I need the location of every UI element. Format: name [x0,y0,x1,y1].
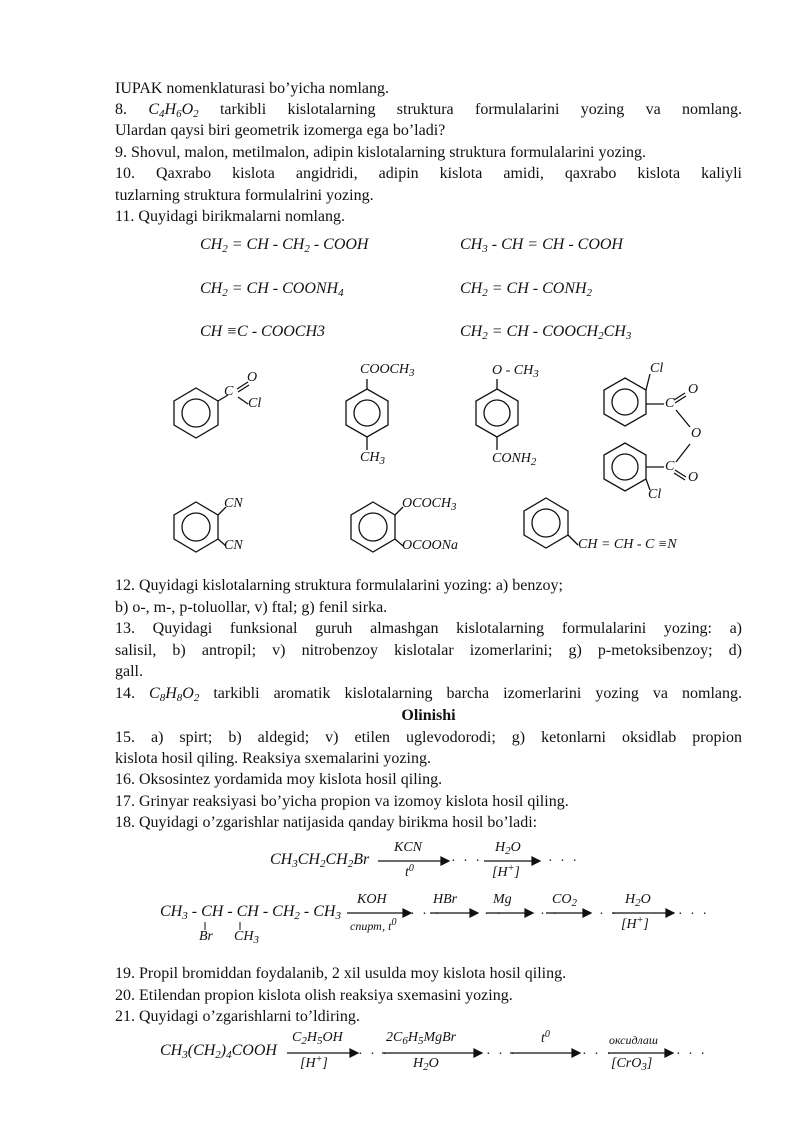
condition-label: $t^0$ [405,863,414,880]
aromatic-circle-icon [484,400,510,426]
condition-label: $H_2O$ [413,1056,439,1073]
substituent-label: CN [224,538,243,553]
condition-label: $t^0$ [541,1029,550,1046]
benzene-ring-icon [351,502,395,552]
condition-label: спирт, $t^0$ [350,917,397,933]
benzene-ring-icon [604,378,646,426]
atom-label: O [688,382,699,397]
text-line: Ulardan qaysi biri geometrik izomerga ega bo’ladi? [115,122,446,139]
formula-2: $CH_3$ - CH = CH - COOH [460,236,623,255]
text-line: kislota hosil qiling. Reaksiya sxemalarini yozing. [115,750,431,767]
aromatic-circle-icon [182,513,210,541]
atom-label: Cl [648,487,662,502]
condition-label: [H+] [300,1054,328,1071]
formula-3: $CH_2$ = CH - $COONH_4$ [200,280,344,299]
text-line: 20. Etilendan propion kislota olish reaksiya sxemasini yozing. [115,987,513,1004]
text-line: b) o-, m-, p-toluollar, v) ftal; g) fenil sirka. [115,599,388,616]
atom-label: C [665,459,675,474]
benzene-ring-icon [174,502,218,552]
text-line: 14. $C_8H_8O_2$ tarkibli aromatik kislotalarning barcha izomerlarini yozing va nomlang. [115,685,743,704]
atom-label: C [224,384,234,399]
text-line: tuzlarning struktura formulalrini yozing. [115,187,374,204]
atom-label: O [247,370,258,385]
ellipsis: · · · [678,907,709,922]
reagent-label: $C_2H_5OH$ [292,1030,343,1047]
aromatic-circle-icon [359,513,387,541]
scheme-start: $CH_3$ - CH - CH - $CH_2 - CH_3$ [160,903,341,922]
ellipsis: · · · [410,907,441,922]
text-line: 17. Grinyar reaksiyasi bo’yicha propion va izomoy kislota hosil qiling. [115,793,569,810]
aromatic-circle-icon [612,454,638,480]
ellipsis: · · · [582,1047,613,1062]
condition-label: [H+] [621,915,649,932]
text-line: gall. [115,663,143,680]
text-line: 12. Quyidagi kislotalarning struktura formulalarini yozing: a) benzoy; [115,577,563,594]
ellipsis: · · · [528,907,559,922]
ellipsis: · · · [472,907,503,922]
benzene-ring-icon [604,443,646,491]
text-line: 10. Qaxrabo kislota angidridi, adipin kislota amidi, qaxrabo kislota kaliyli [115,165,742,182]
benzene-ring-icon [346,389,388,437]
substituent-label: $OCOCH_3$ [402,496,457,513]
text-line: 21. Quyidagi o’zgarishlarni to’ldiring. [115,1008,360,1025]
text-line: 8. $C_4H_6O_2$ tarkibli kislotalarning struktura formulalarini yozing va nomlang. [115,101,743,120]
aromatic-circle-icon [612,389,638,415]
reagent-label: $2C_6H_5MgBr$ [386,1030,457,1047]
reagent-label: $H_2O$ [625,892,651,909]
atom-label: Cl [650,361,664,376]
reagent-label: оксидлаш [609,1033,658,1047]
atom-label: O [691,426,702,441]
condition-label: [CrO$_3$] [611,1056,653,1073]
substituent-label: O - $CH_3$ [492,363,539,380]
scheme-start: $CH_3CH_2CH_2Br$ [270,851,370,870]
reagent-label: KOH [357,892,387,907]
aromatic-circle-icon [182,399,210,427]
ellipsis: · · · [676,1047,707,1062]
formula-5: CH ≡C - COOCH3 [200,323,326,340]
atom-label: C [665,396,675,411]
aromatic-circle-icon [354,400,380,426]
atom-label: Cl [248,396,262,411]
formula-6: $CH_2$ = CH - $COOCH_2CH_3$ [460,323,632,342]
text-line: 15. a) spirt; b) aldegid; v) etilen uglevodorodi; g) ketonlarni oksidlab propion [115,729,742,746]
aromatic-circle-icon [532,509,560,537]
text-line: salisil, b) antropil; v) nitrobenzoy kislotalar izomerlarini; g) p-metoksibenzoy; d) [115,642,742,659]
formula-4: $CH_2$ = CH - $CONH_2$ [460,280,593,299]
section-heading: Olinishi [401,707,456,724]
text-line: 9. Shovul, malon, metilmalon, adipin kislotalarning struktura formulalarini yozing. [115,144,647,161]
scheme-start: $CH_3(CH_2)_4COOH$ [160,1042,277,1061]
substituent-label: Br [199,929,213,944]
benzene-ring-icon [476,389,518,437]
reagent-label: KCN [394,840,423,855]
substituent-label: $COOCH_3$ [360,362,415,379]
substituent-label: CN [224,496,243,511]
reagent-label: $CO_2$ [552,892,577,909]
text-line: 18. Quyidagi o’zgarishlar natijasida qanday birikma hosil bo’ladi: [115,814,538,831]
condition-label: [H+] [492,863,520,880]
ellipsis: · · · [486,1047,517,1062]
substituent-label: CH = CH - C ≡N [578,537,677,552]
benzene-ring-icon [174,388,218,438]
atom-label: O [688,470,699,485]
substituent-label: $CH_3$ [234,929,259,946]
formula-1: $CH_2$ = CH - $CH_2$ - COOH [200,236,369,255]
reagent-label: Mg [493,892,512,907]
ellipsis: · · · [451,854,482,869]
ellipsis: · · · [358,1047,389,1062]
text-line: 13. Quyidagi funksional guruh almashgan kislotalarning formulalarini yozing: a) [115,620,742,637]
ellipsis: · · · [548,854,579,869]
text-line: 16. Oksosintez yordamida moy kislota hosil qiling. [115,771,443,788]
ellipsis: · · · [587,907,618,922]
benzene-ring-icon [524,498,568,548]
substituent-label: $CONH_2$ [492,451,537,468]
substituent-label: OCOONa [402,538,459,553]
reagent-label: HBr [433,892,458,907]
text-line: IUPAK nomenklaturasi bo’yicha nomlang. [115,80,390,97]
substituent-label: $CH_3$ [360,450,385,467]
text-line: 19. Propil bromiddan foydalanib, 2 xil usulda moy kislota hosil qiling. [115,965,567,982]
reagent-label: $H_2O$ [495,840,521,857]
text-line: 11. Quyidagi birikmalarni nomlang. [115,208,346,225]
